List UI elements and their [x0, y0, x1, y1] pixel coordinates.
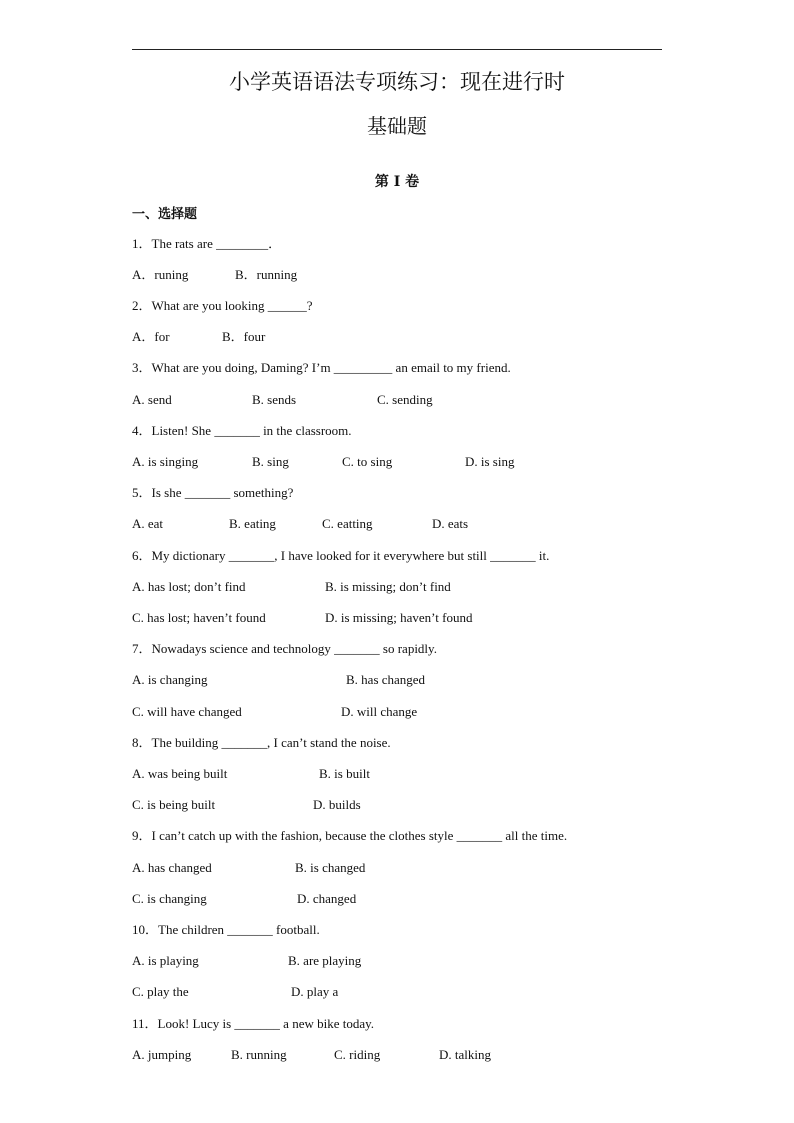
question-11 [132, 1016, 374, 1032]
option-b: B. running [231, 1047, 287, 1062]
option-d: D. talking [439, 1047, 491, 1062]
option-a: A. has lost; don’t find [132, 579, 246, 594]
option-d: D. play a [291, 984, 339, 999]
option-c: C. play the [132, 984, 189, 999]
question-text: 5．Is she _______ something? [132, 485, 294, 500]
question-text: 1．The rats are ________． [132, 236, 282, 251]
option-a: A. send [132, 392, 172, 407]
question-9 [132, 828, 567, 844]
option-c: C. has lost; haven’t found [132, 610, 266, 625]
question-text: 8．The building _______, I can’t stand the noise. [132, 735, 391, 750]
option-b: B. is built [319, 766, 370, 781]
option-d: D. changed [297, 891, 357, 906]
option-c: C. riding [334, 1047, 381, 1062]
volume-label: 第 I 卷 [374, 174, 420, 190]
question-text: 9．I can’t catch up with the fashion, because the clothes style _______ all the time. [132, 828, 568, 843]
question-6 [132, 548, 549, 564]
question-1 [132, 236, 281, 252]
option-a: A. is singing [132, 454, 199, 469]
option-c: C. eatting [322, 516, 373, 531]
option-a: A. is playing [132, 953, 199, 968]
question-8 [132, 735, 391, 751]
option-a: A．for [132, 329, 170, 344]
question-2 [132, 298, 313, 314]
question-5 [132, 485, 293, 501]
question-text: 7．Nowadays science and technology _______ so rapidly. [132, 641, 437, 656]
option-a: A. eat [132, 516, 164, 531]
option-a: A. jumping [132, 1047, 192, 1062]
option-c: C. is being built [132, 797, 216, 812]
option-c: C. to sing [342, 454, 393, 469]
option-b: B. eating [229, 516, 276, 531]
option-d: D. is sing [465, 454, 515, 469]
option-a: A. has changed [132, 860, 212, 875]
option-b: B．four [222, 329, 266, 344]
option-b: B. sing [252, 454, 289, 469]
option-b: B. is missing; don’t find [325, 579, 451, 594]
question-text: 11．Look! Lucy is _______ a new bike today. [132, 1016, 375, 1031]
header-rule [132, 49, 662, 50]
question-10 [132, 922, 320, 938]
option-b: B. sends [252, 392, 297, 407]
option-c: C. is changing [132, 891, 207, 906]
option-a: A. was being built [132, 766, 228, 781]
question-4 [132, 423, 352, 439]
option-c: C. sending [377, 392, 433, 407]
option-b: B．running [235, 267, 298, 282]
option-d: D. will change [341, 704, 418, 719]
document-title: 小学英语语法专项练习：现在进行时 [229, 70, 565, 94]
question-text: 3．What are you doing, Daming? I’m _________ an email to my friend. [132, 360, 511, 375]
option-a: A．runing [132, 267, 189, 282]
option-d: D. builds [313, 797, 361, 812]
option-d: D. is missing; haven’t found [325, 610, 473, 625]
question-text: 10．The children _______ football. [132, 922, 320, 937]
option-d: D. eats [432, 516, 469, 531]
option-b: B. are playing [288, 953, 362, 968]
question-text: 6．My dictionary _______, I have looked for it everywhere but still _______ it. [132, 548, 550, 563]
question-text: 2．What are you looking ______? [132, 298, 313, 313]
question-7 [132, 641, 437, 657]
option-b: B. is changed [295, 860, 366, 875]
question-3 [132, 360, 511, 376]
document-subtitle: 基础题 [367, 114, 427, 138]
question-text: 4．Listen! She _______ in the classroom. [132, 423, 352, 438]
option-c: C. will have changed [132, 704, 242, 719]
section-heading: 一、选择题 [132, 207, 198, 222]
option-a: A. is changing [132, 672, 208, 687]
option-b: B. has changed [346, 672, 426, 687]
